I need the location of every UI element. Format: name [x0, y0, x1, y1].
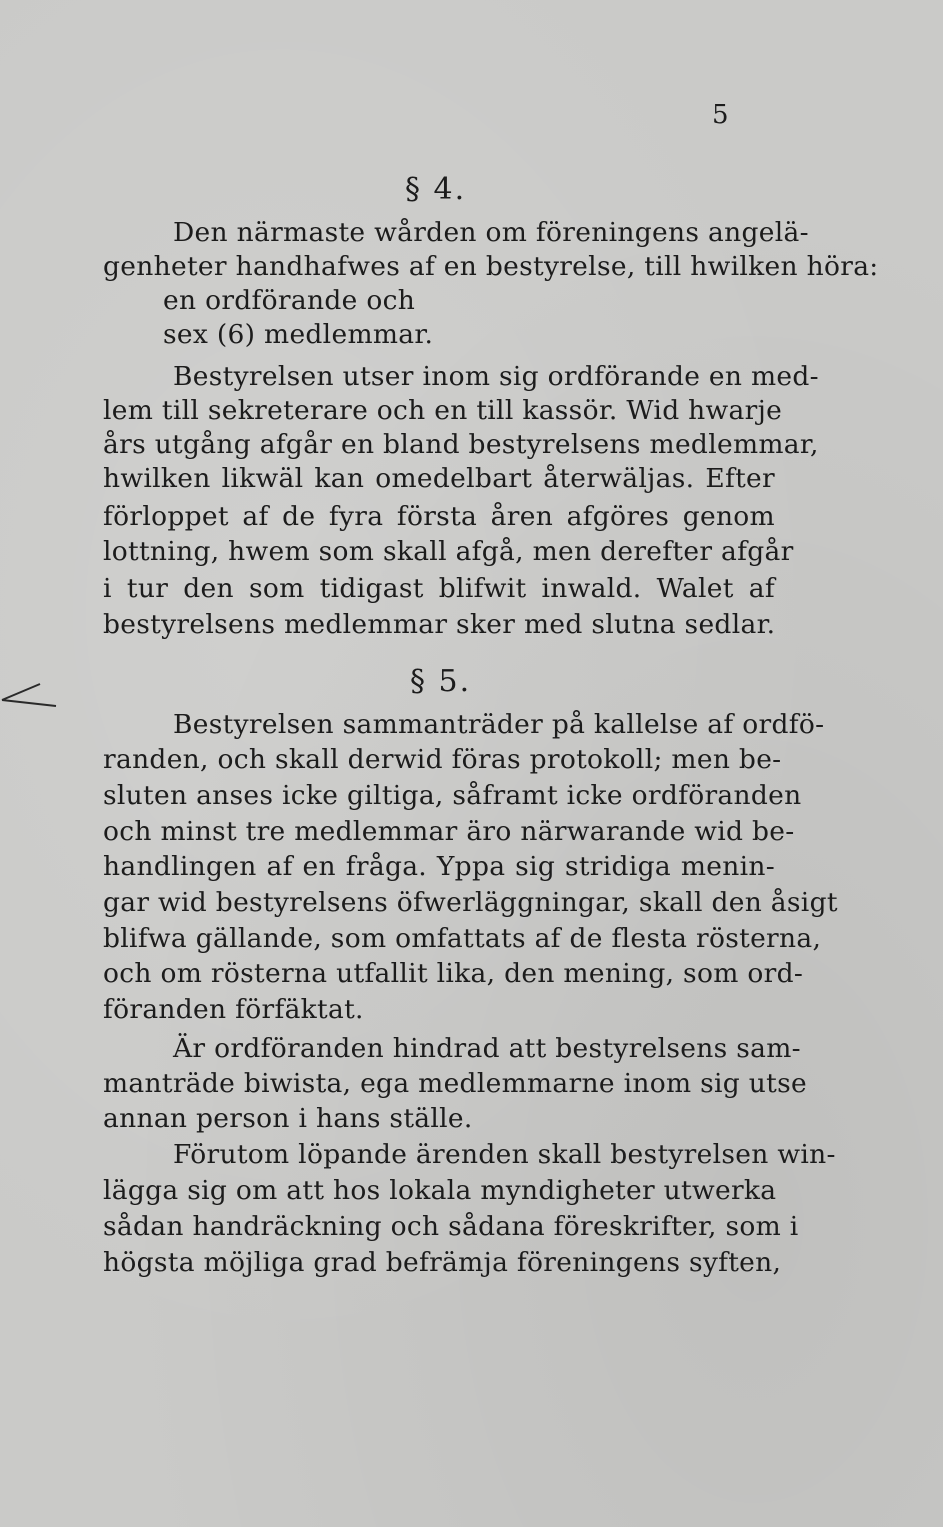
text-line: annan person i hans ställe.: [103, 1103, 473, 1134]
page-number: 5: [712, 100, 729, 130]
text-line: förloppet af de fyra första åren afgöres genom: [103, 501, 775, 532]
text-line: hwilken likwäl kan omedelbart återwäljas. Efter: [103, 463, 775, 494]
text-line: Är ordföranden hindrad att bestyrelsens sam-: [173, 1033, 801, 1064]
text-line: lägga sig om att hos lokala myndigheter utwerka: [103, 1175, 777, 1206]
text-line: i tur den som tidigast blifwit inwald. Walet af: [103, 573, 775, 604]
text-line: års utgång afgår en bland bestyrelsens medlemmar,: [103, 429, 819, 460]
text-line: lem till sekreterare och en till kassör. Wid hwarje: [103, 395, 783, 426]
text-line: manträde biwista, ega medlemmarne inom sig utse: [103, 1068, 807, 1099]
text-line: randen, och skall derwid föras protokoll; men be-: [103, 744, 782, 775]
text-line: bestyrelsens medlemmar sker med slutna sedlar.: [103, 609, 776, 640]
text-line: sådan handräckning och sådana föreskrifter, som i: [103, 1211, 799, 1242]
text-line: och om rösterna utfallit lika, den mening, som ord-: [103, 958, 804, 989]
section-4-heading: § 4.: [405, 172, 467, 207]
text-line: en ordförande och: [163, 285, 416, 316]
text-line: högsta möjliga grad befrämja föreningens syften,: [103, 1247, 782, 1278]
text-line: gar wid bestyrelsens öfwerläggningar, skall den åsigt: [103, 887, 838, 918]
text-line: handlingen af en fråga. Yppa sig stridiga menin-: [103, 851, 775, 882]
text-line: lottning, hwem som skall afgå, men derefter afgår: [103, 536, 794, 567]
text-line: Bestyrelsen utser inom sig ordförande en med-: [173, 361, 819, 392]
text-line: sluten anses icke giltiga, såframt icke ordföranden: [103, 780, 802, 811]
margin-mark-icon: [0, 678, 64, 712]
text-line: Bestyrelsen sammanträder på kallelse af ordfö-: [173, 709, 825, 740]
text-line: sex (6) medlemmar.: [163, 319, 434, 350]
section-5-heading: § 5.: [410, 664, 472, 699]
text-line: genheter handhafwes af en bestyrelse, till hwilken höra:: [103, 251, 879, 282]
text-line: Den närmaste wården om föreningens angelä-: [173, 217, 809, 248]
text-line: och minst tre medlemmar äro närwarande wid be-: [103, 816, 795, 847]
text-line: Förutom löpande ärenden skall bestyrelsen win-: [173, 1139, 836, 1170]
text-line: blifwa gällande, som omfattats af de flesta rösterna,: [103, 923, 822, 954]
text-line: föranden förfäktat.: [103, 994, 364, 1025]
